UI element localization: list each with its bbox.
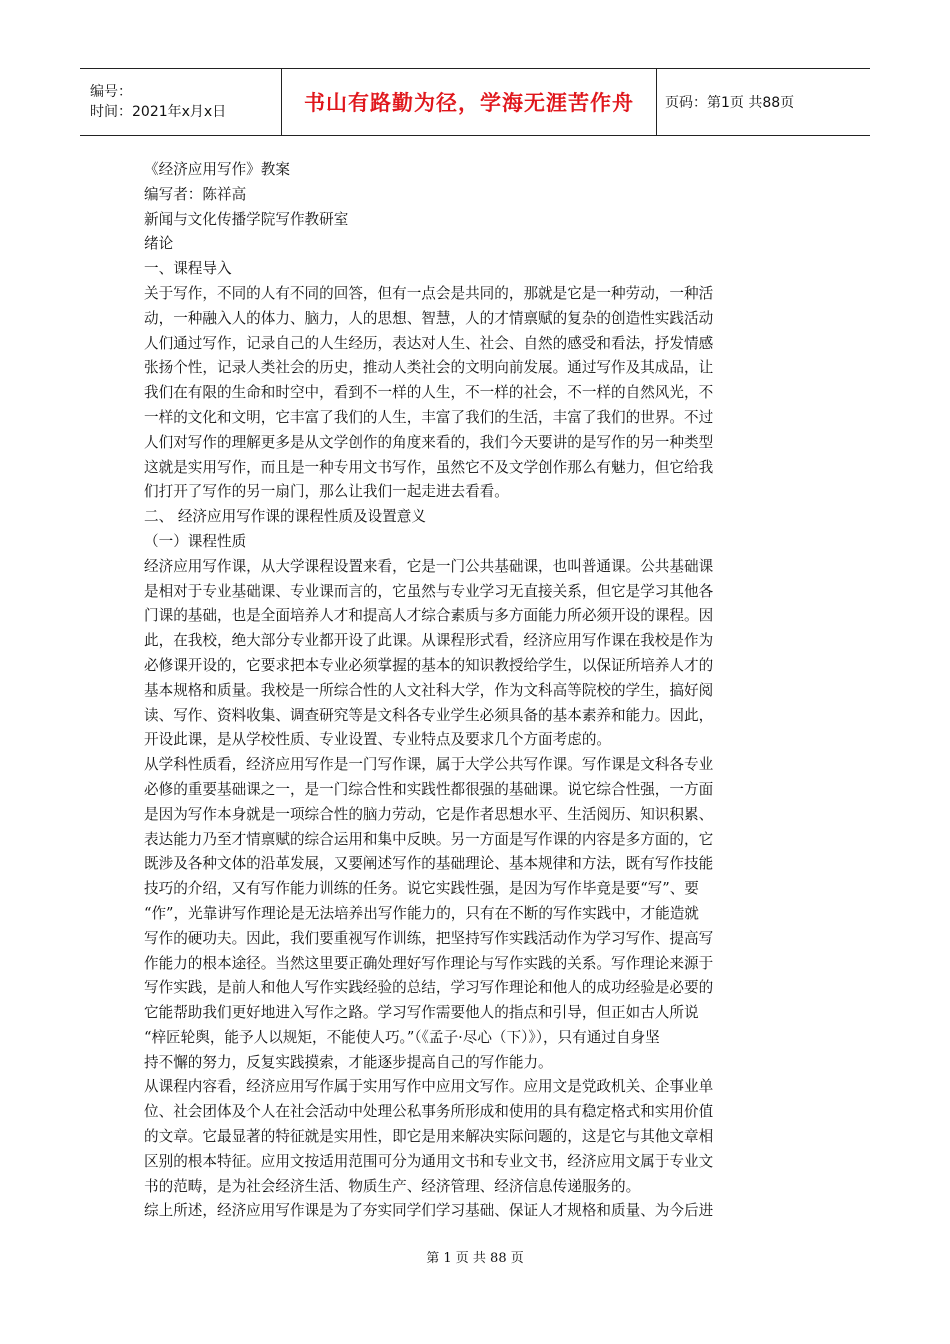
text-line: 绪论 [144,235,174,253]
text-line: 从学科性质看，经济应用写作是一门写作课，属于大学公共写作课。写作课是文科各专业 [144,756,714,774]
text-line: 持不懈的努力，反复实践摸索，才能逐步提高自己的写作能力。 [144,1053,553,1071]
text-line: 关于写作，不同的人有不同的回答，但有一点会是共同的，那就是它是一种劳动，一种活 [144,284,714,302]
page-header [80,68,870,136]
page-footer: 第 1 页 共 88 页 [426,1251,524,1266]
document-date: 时间：2021年x月x日 [90,104,227,120]
text-line: 区别的根本特征。应用文按适用范围可分为通用文书和专业文书，经济应用文属于专业文 [144,1152,714,1170]
text-line: 二、 经济应用写作课的课程性质及设置意义 [144,508,426,526]
text-line: 位、社会团体及个人在社会活动中处理公私事务所形成和使用的具有稳定格式和实用价值 [144,1103,714,1121]
header-page-cell [657,69,870,135]
text-line: 此，在我校，绝大部分专业都开设了此课。从课程形式看，经济应用写作课在我校是作为 [144,632,714,650]
text-line: 必修课开设的，它要求把本专业必须掌握的基本的知识教授给学生，以保证所培养人才的 [144,656,714,674]
text-line: 一样的文化和文明，它丰富了我们的人生，丰富了我们的生活，丰富了我们的世界。不过 [144,408,714,426]
text-line: 读、写作、资料收集、调查研究等是文科各专业学生必须具备的基本素养和能力。因此， [144,706,714,724]
text-line: 是因为写作本身就是一项综合性的脑力劳动，它是作者思想水平、生活阅历、知识积累、 [144,805,714,823]
page-info: 页码：第1页 共88页 [665,95,795,111]
motto: 书山有路勤为径，学海无涯苦作舟 [304,91,634,115]
text-line: 门课的基础，也是全面培养人才和提高人才综合素质与多方面能力所必须开设的课程。因 [144,607,714,625]
text-line: 必修的重要基础课之一，是一门综合性和实践性都很强的基础课。说它综合性强，一方面 [144,780,714,798]
text-line: 动，一种融入人的体力、脑力，人的思想、智慧，人的才情禀赋的复杂的创造性实践活动 [144,309,714,327]
text-line: 写作的硬功夫。因此，我们要重视写作训练，把坚持写作实践活动作为学习写作、提高写 [144,929,714,947]
text-line: 基本规格和质量。我校是一所综合性的人文社科大学，作为文科高等院校的学生，搞好阅 [144,681,714,699]
text-line: 新闻与文化传播学院写作教研室 [144,210,349,228]
text-line: 编写者：陈祥高 [144,185,247,203]
text-line: 的文章。它最显著的特征就是实用性，即它是用来解决实际问题的，这是它与其他文章相 [144,1128,714,1146]
document-number: 编号： [90,84,132,100]
text-line: 我们在有限的生命和时空中，看到不一样的人生，不一样的社会，不一样的自然风光，不 [144,384,714,402]
text-line: （一）课程性质 [144,532,247,550]
text-line: 书的范畴，是为社会经济生活、物质生产、经济管理、经济信息传递服务的。 [144,1177,641,1195]
text-line: 《经济应用写作》教案 [144,161,290,178]
text-line: 是相对于专业基础课、专业课而言的，它虽然与专业学习无直接关系，但它是学习其他各 [144,582,714,600]
header-meta [80,69,282,135]
document-body [144,158,809,1224]
text-line: 从课程内容看，经济应用写作属于实用写作中应用文写作。应用文是党政机关、企事业单 [144,1078,714,1096]
text-line: 开设此课，是从学校性质、专业设置、专业特点及要求几个方面考虑的。 [144,731,612,749]
text-line: 们打开了写作的另一扇门，那么让我们一起走进去看看。 [144,483,509,501]
text-line: “作”，光靠讲写作理论是无法培养出写作能力的，只有在不断的写作实践中，才能造就 [144,904,699,922]
text-line: 写作实践，是前人和他人写作实践经验的总结，学习写作理论和他人的成功经验是必要的 [144,979,714,997]
text-line: 技巧的介绍，又有写作能力训练的任务。说它实践性强，是因为写作毕竟是要“写”、要 [144,880,699,898]
text-line: 作能力的根本途径。当然这里要正确处理好写作理论与写作实践的关系。写作理论来源于 [144,954,714,972]
text-line: 经济应用写作课，从大学课程设置来看，它是一门公共基础课，也叫普通课。公共基础课 [144,557,714,575]
text-line: 人们对写作的理解更多是从文学创作的角度来看的，我们今天要讲的是写作的另一种类型 [144,433,714,451]
text-line: 人们通过写作，记录自己的人生经历，表达对人生、社会、自然的感受和看法，抒发情感 [144,334,714,352]
text-line: 综上所述，经济应用写作课是为了夯实同学们学习基础、保证人才规格和质量、为今后进 [144,1202,714,1220]
text-line: “梓匠轮舆，能予人以规矩，不能使人巧。”（《孟子·尽心（下）》），只有通过自身坚 [144,1028,660,1046]
text-line: 这就是实用写作，而且是一种专用文书写作，虽然它不及文学创作那么有魅力，但它给我 [144,458,714,476]
text-line: 它能帮助我们更好地进入写作之路。学习写作需要他人的指点和引导，但正如古人所说 [144,1004,699,1022]
text-line: 既涉及各种文体的沿革发展，又要阐述写作的基础理论、基本规律和方法，既有写作技能 [144,855,714,873]
header-motto-cell [282,69,657,135]
text-line: 张扬个性，记录人类社会的历史，推动人类社会的文明向前发展。通过写作及其成品，让 [144,359,714,377]
text-line: 一、课程导入 [144,260,232,278]
text-line: 表达能力乃至才情禀赋的综合运用和集中反映。另一方面是写作课的内容是多方面的，它 [144,830,714,848]
